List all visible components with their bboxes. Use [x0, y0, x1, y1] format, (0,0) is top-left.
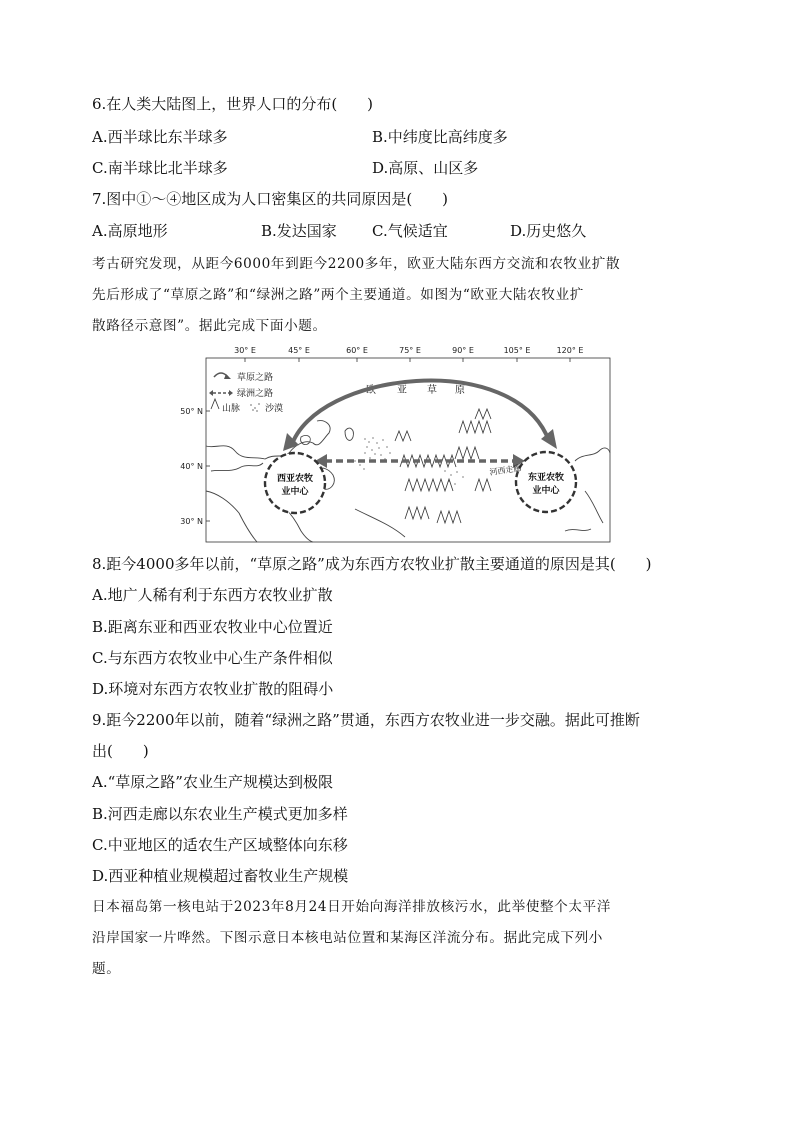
west-asia-center — [265, 453, 325, 513]
lon-label: 120° E — [556, 346, 584, 355]
passage1-line1: 考古研究发现，从距今6000年到距今2200多年，欧亚大陆东西方交流和农牧业扩散 — [92, 256, 621, 272]
hexi-corridor-label: 河西走廊 — [489, 463, 522, 477]
east-asia-center — [516, 452, 576, 512]
west-center-label-line2: 业中心 — [281, 487, 309, 497]
legend-mountain-label: 山脉 — [222, 404, 241, 414]
q9-option-a: A.“草原之路”农业生产规模达到极限 — [92, 773, 333, 791]
east-center-label-line2: 业中心 — [532, 486, 560, 496]
passage2-line3: 题。 — [92, 961, 121, 977]
passage1-line2: 先后形成了“草原之路”和“绿洲之路”两个主要通道。如图为“欧亚大陆农牧业扩 — [92, 287, 584, 303]
q8-stem: 8.距今4000多年以前，“草原之路”成为东西方农牧业扩散主要通道的原因是其( ) — [92, 555, 652, 573]
passage1-line3: 散路径示意图”。据此完成下面小题。 — [92, 318, 327, 334]
q9-stem-line2: 出( ) — [92, 742, 149, 760]
q9-option-d: D.西亚种植业规模超过畜牧业生产规模 — [92, 867, 349, 885]
lon-label: 30° E — [234, 346, 256, 355]
q8-option-c: C.与东西方农牧业中心生产条件相似 — [92, 649, 333, 667]
lon-label: 90° E — [452, 346, 474, 355]
q6-option-b: B.中纬度比高纬度多 — [372, 128, 508, 146]
lat-label: 30° N — [180, 517, 203, 526]
q7-option-b: B.发达国家 — [261, 222, 337, 240]
q7-option-a: A.高原地形 — [92, 222, 168, 240]
q6-stem: 6.在人类大陆图上，世界人口的分布( ) — [92, 95, 374, 113]
region-char: 欧 — [366, 385, 376, 396]
west-center-label-line1: 西亚农牧 — [276, 474, 314, 484]
lon-labels — [234, 346, 583, 355]
legend-grassland-road-label: 草原之路 — [237, 373, 274, 383]
q7-stem: 7.图中①～④地区成为人口密集区的共同原因是( ) — [92, 190, 449, 208]
lon-label: 75° E — [399, 346, 421, 355]
legend-oasis-road-label: 绿洲之路 — [237, 389, 274, 399]
lat-label: 40° N — [180, 462, 203, 471]
q7-option-d: D.历史悠久 — [510, 222, 587, 240]
q8-option-a: A.地广人稀有利于东西方农牧业扩散 — [92, 586, 333, 604]
east-center-label-line1: 东亚农牧 — [527, 473, 565, 483]
q9-stem-line1: 9.距今2200年以前，随着“绿洲之路”贯通，东西方农牧业进一步交融。据此可推断 — [92, 711, 640, 729]
region-char: 原 — [455, 385, 465, 396]
region-char: 亚 — [397, 385, 407, 396]
lat-labels — [180, 407, 203, 526]
lon-label: 105° E — [503, 346, 531, 355]
eurasia-agriculture-spread-map — [180, 341, 611, 543]
lat-label: 50° N — [180, 407, 203, 416]
passage2-line2: 沿岸国家一片哗然。下图示意日本核电站位置和某海区洋流分布。据此完成下列小 — [92, 930, 603, 946]
q6-option-c: C.南半球比北半球多 — [92, 159, 228, 177]
q9-option-b: B.河西走廊以东农业生产模式更加多样 — [92, 805, 348, 823]
q7-option-c: C.气候适宜 — [372, 222, 448, 240]
q8-option-d: D.环境对东西方农牧业扩散的阻碍小 — [92, 680, 334, 698]
q9-option-c: C.中亚地区的适农生产区域整体向东移 — [92, 836, 348, 854]
lon-label: 45° E — [288, 346, 310, 355]
legend-desert-label: 沙漠 — [265, 404, 284, 414]
q8-option-b: B.距离东亚和西亚农牧业中心位置近 — [92, 618, 333, 636]
q6-option-d: D.高原、山区多 — [372, 159, 479, 177]
region-char: 草 — [427, 385, 437, 396]
lon-label: 60° E — [346, 346, 368, 355]
q6-option-a: A.西半球比东半球多 — [92, 128, 228, 146]
passage2-line1: 日本福岛第一核电站于2023年8月24日开始向海洋排放核污水，此举使整个太平洋 — [92, 899, 611, 915]
map-frame — [206, 358, 610, 542]
